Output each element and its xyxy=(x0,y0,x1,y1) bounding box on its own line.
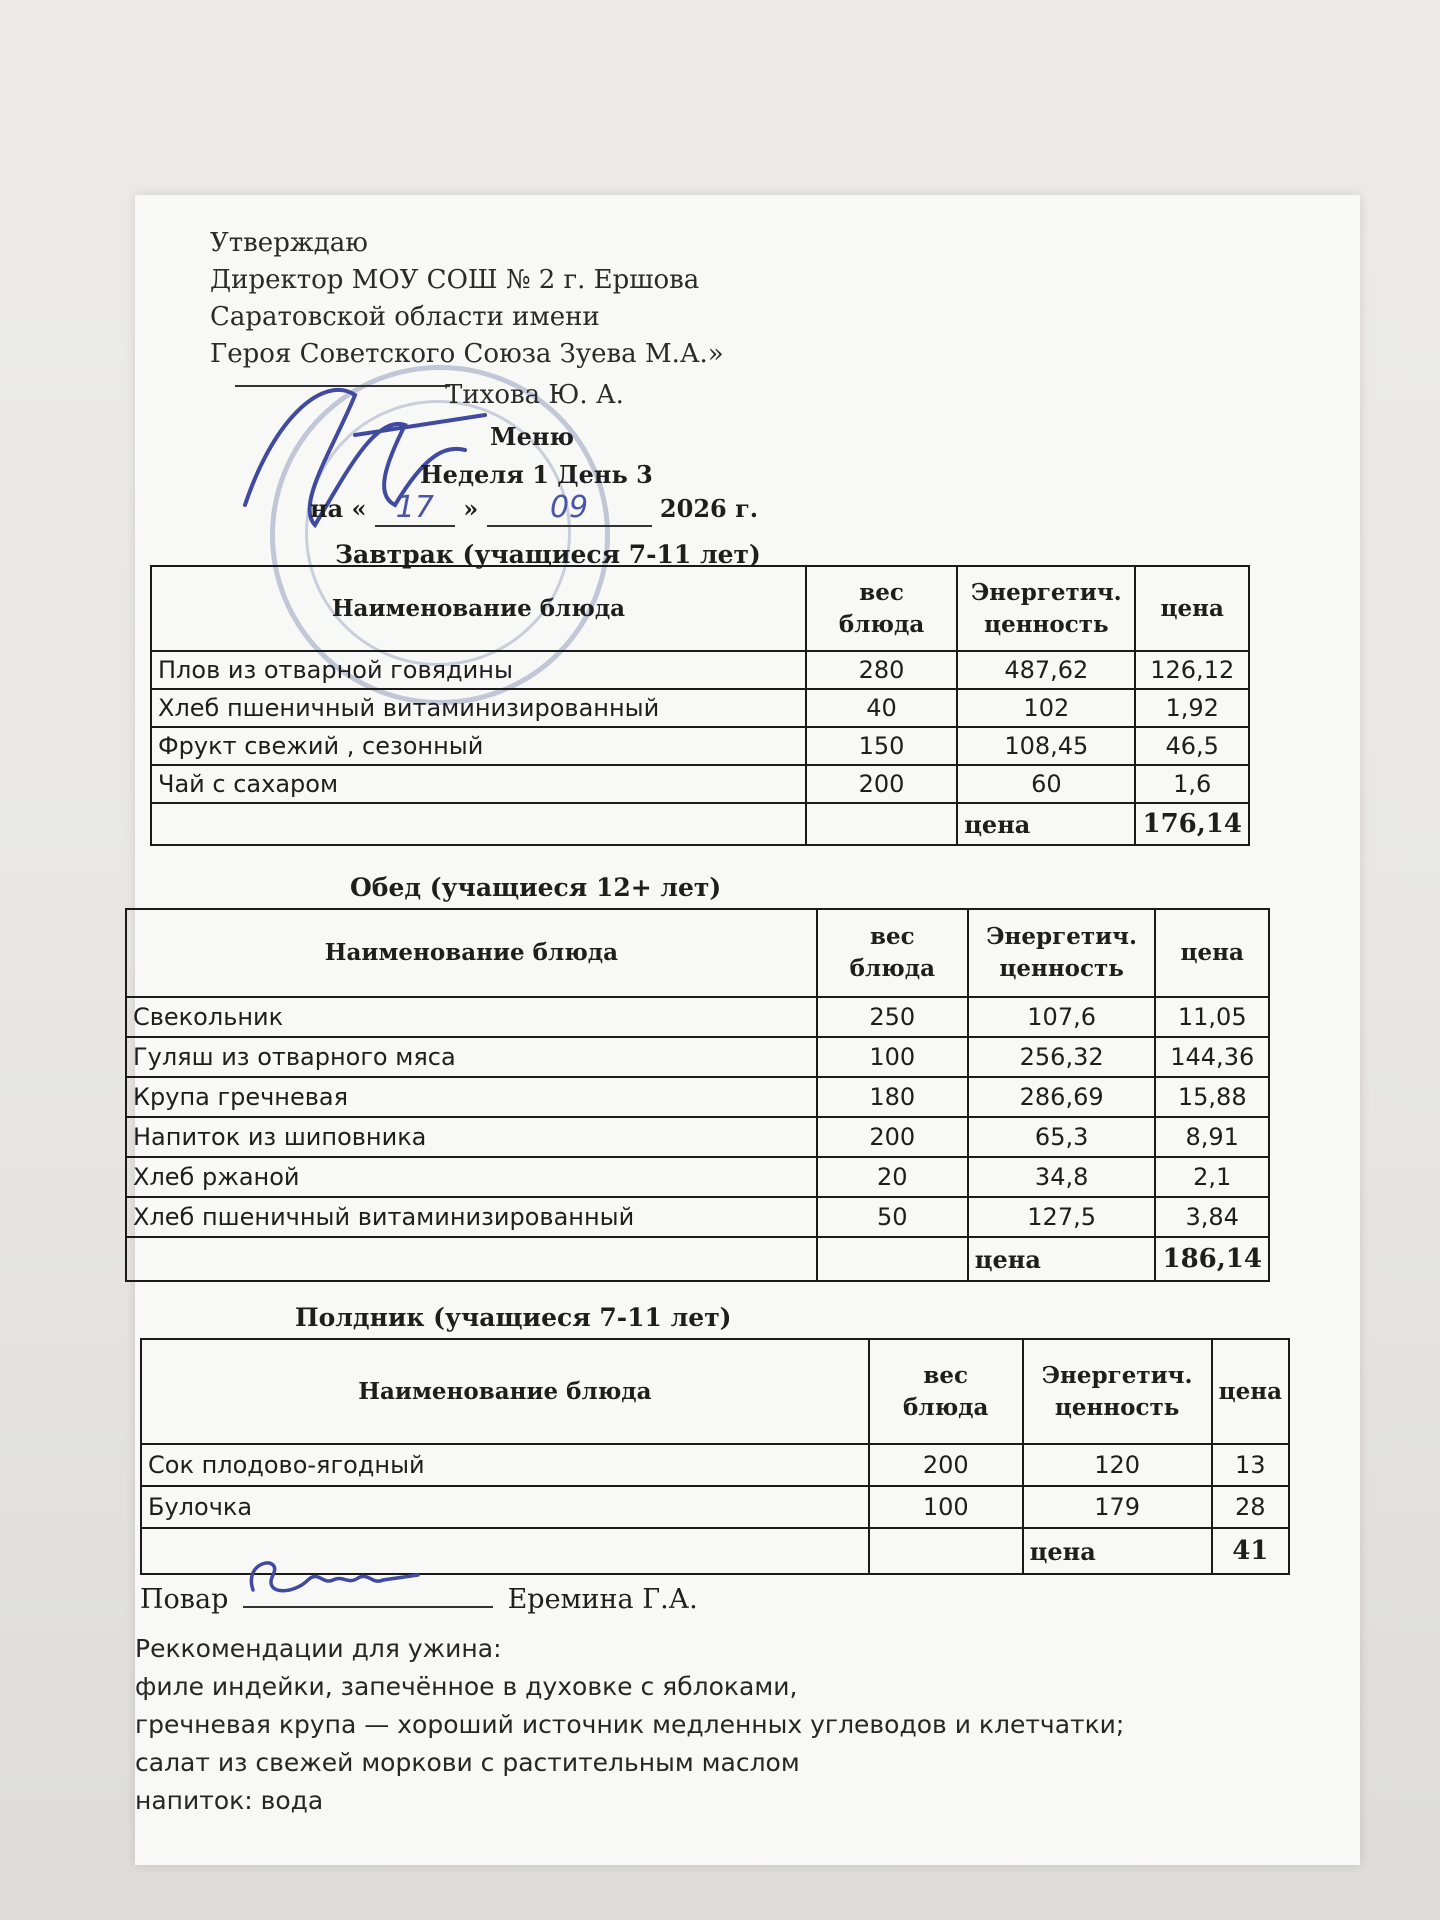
col-energy: Энергетич. ценность xyxy=(1023,1339,1212,1444)
approval-line-3: Саратовской области имени xyxy=(210,302,600,332)
dish-price: 46,5 xyxy=(1135,727,1249,765)
table-row xyxy=(141,1444,1289,1486)
dish-name: Напиток из шиповника xyxy=(126,1117,817,1157)
recommendations-title: Реккомендации для ужина: xyxy=(135,1634,502,1663)
week-day: Неделя 1 День 3 xyxy=(420,460,653,489)
table-row xyxy=(126,1157,1269,1197)
approval-line-1: Утверждаю xyxy=(210,228,368,258)
cook-name: Еремина Г.А. xyxy=(507,1584,698,1615)
col-energy: Энергетич. ценность xyxy=(957,566,1135,651)
dish-name: Булочка xyxy=(141,1486,869,1528)
col-weight: вес блюда xyxy=(817,909,968,997)
dish-name: Сок плодово-ягодный xyxy=(141,1444,869,1486)
dish-energy: 65,3 xyxy=(968,1117,1156,1157)
table-row xyxy=(151,727,1249,765)
table-row xyxy=(126,1197,1269,1237)
dish-weight: 40 xyxy=(806,689,957,727)
col-price: цена xyxy=(1212,1339,1289,1444)
dish-weight: 200 xyxy=(817,1117,968,1157)
table-row xyxy=(151,651,1249,689)
dish-price: 28 xyxy=(1212,1486,1289,1528)
total-empty xyxy=(817,1237,968,1281)
dish-weight: 50 xyxy=(817,1197,968,1237)
cook-signature-line xyxy=(243,1580,493,1608)
dish-weight: 250 xyxy=(817,997,968,1037)
total-label: цена xyxy=(968,1237,1156,1281)
total-price: 176,14 xyxy=(1135,803,1249,845)
recommendation-line: филе индейки, запечённое в духовке с яблоками, xyxy=(135,1672,798,1701)
date-month: 09 xyxy=(487,490,652,527)
dish-weight: 180 xyxy=(817,1077,968,1117)
dish-weight: 100 xyxy=(869,1486,1023,1528)
dish-name: Крупа гречневая xyxy=(126,1077,817,1117)
date-suffix: 2026 г. xyxy=(659,494,759,523)
dish-energy: 34,8 xyxy=(968,1157,1156,1197)
dish-energy: 60 xyxy=(957,765,1135,803)
dish-weight: 150 xyxy=(806,727,957,765)
dish-name: Чай с сахаром xyxy=(151,765,806,803)
dish-weight: 200 xyxy=(869,1444,1023,1486)
col-price: цена xyxy=(1155,909,1269,997)
table-row xyxy=(126,1077,1269,1117)
dish-name: Гуляш из отварного мяса xyxy=(126,1037,817,1077)
total-empty xyxy=(869,1528,1023,1574)
dish-name: Фрукт свежий , сезонный xyxy=(151,727,806,765)
dish-energy: 102 xyxy=(957,689,1135,727)
dish-price: 1,92 xyxy=(1135,689,1249,727)
snack-title: Полдник (учащиеся 7-11 лет) xyxy=(295,1303,732,1332)
recommendation-line: гречневая крупа — хороший источник медленных углеводов и клетчатки; xyxy=(135,1710,1125,1739)
table-header xyxy=(126,909,1269,997)
date-prefix: на « xyxy=(310,494,367,523)
dish-price: 2,1 xyxy=(1155,1157,1269,1197)
dish-energy: 127,5 xyxy=(968,1197,1156,1237)
table-row xyxy=(151,765,1249,803)
table-row xyxy=(126,1037,1269,1077)
dish-energy: 120 xyxy=(1023,1444,1212,1486)
dish-name: Хлеб пшеничный витаминизированный xyxy=(126,1197,817,1237)
dish-weight: 200 xyxy=(806,765,957,803)
dish-name: Плов из отварной говядины xyxy=(151,651,806,689)
dish-price: 126,12 xyxy=(1135,651,1249,689)
snack-table xyxy=(140,1338,1290,1575)
dish-weight: 20 xyxy=(817,1157,968,1197)
date-mid: » xyxy=(463,494,479,523)
total-label: цена xyxy=(957,803,1135,845)
lunch-title: Обед (учащиеся 12+ лет) xyxy=(350,873,722,902)
dish-energy: 108,45 xyxy=(957,727,1135,765)
dish-price: 8,91 xyxy=(1155,1117,1269,1157)
breakfast-table xyxy=(150,565,1250,846)
dish-energy: 107,6 xyxy=(968,997,1156,1037)
dinner-recommendations xyxy=(135,1630,1124,1820)
menu-title: Меню xyxy=(490,422,575,451)
breakfast-title: Завтрак (учащиеся 7-11 лет) xyxy=(335,540,761,569)
table-row xyxy=(126,997,1269,1037)
table-row xyxy=(126,1117,1269,1157)
dish-price: 11,05 xyxy=(1155,997,1269,1037)
approval-line-2: Директор МОУ СОШ № 2 г. Ершова xyxy=(210,265,700,295)
approval-line-4: Героя Советского Союза Зуева М.А.» xyxy=(210,339,724,369)
cook-label: Повар xyxy=(140,1584,229,1615)
col-name: Наименование блюда xyxy=(141,1339,869,1444)
dish-name: Хлеб пшеничный витаминизированный xyxy=(151,689,806,727)
lunch-table xyxy=(125,908,1270,1282)
date-day: 17 xyxy=(375,490,455,527)
dish-energy: 256,32 xyxy=(968,1037,1156,1077)
dish-price: 3,84 xyxy=(1155,1197,1269,1237)
table-row xyxy=(141,1486,1289,1528)
dish-energy: 286,69 xyxy=(968,1077,1156,1117)
recommendation-line: напиток: вода xyxy=(135,1786,324,1815)
col-weight: вес блюда xyxy=(806,566,957,651)
dish-price: 15,88 xyxy=(1155,1077,1269,1117)
table-row xyxy=(151,689,1249,727)
approval-block xyxy=(210,225,724,373)
dish-energy: 179 xyxy=(1023,1486,1212,1528)
dish-name: Хлеб ржаной xyxy=(126,1157,817,1197)
dish-weight: 280 xyxy=(806,651,957,689)
col-name: Наименование блюда xyxy=(126,909,817,997)
col-weight: вес блюда xyxy=(869,1339,1023,1444)
total-price: 41 xyxy=(1212,1528,1289,1574)
col-price: цена xyxy=(1135,566,1249,651)
dish-price: 13 xyxy=(1212,1444,1289,1486)
dish-energy: 487,62 xyxy=(957,651,1135,689)
col-name: Наименование блюда xyxy=(151,566,806,651)
menu-date xyxy=(310,490,758,527)
dish-price: 1,6 xyxy=(1135,765,1249,803)
table-header xyxy=(151,566,1249,651)
col-energy: Энергетич. ценность xyxy=(968,909,1156,997)
dish-weight: 100 xyxy=(817,1037,968,1077)
total-price: 186,14 xyxy=(1155,1237,1269,1281)
total-empty xyxy=(806,803,957,845)
menu-sheet xyxy=(135,195,1360,1865)
cook-signature xyxy=(233,1550,423,1610)
recommendation-line: салат из свежей моркови с растительным маслом xyxy=(135,1748,800,1777)
total-empty xyxy=(126,1237,817,1281)
cook-line xyxy=(140,1580,698,1615)
director-name: Тихова Ю. А. xyxy=(445,380,624,410)
dish-name: Свекольник xyxy=(126,997,817,1037)
total-empty xyxy=(151,803,806,845)
total-label: цена xyxy=(1023,1528,1212,1574)
total-row xyxy=(126,1237,1269,1281)
dish-price: 144,36 xyxy=(1155,1037,1269,1077)
table-header xyxy=(141,1339,1289,1444)
total-row xyxy=(151,803,1249,845)
